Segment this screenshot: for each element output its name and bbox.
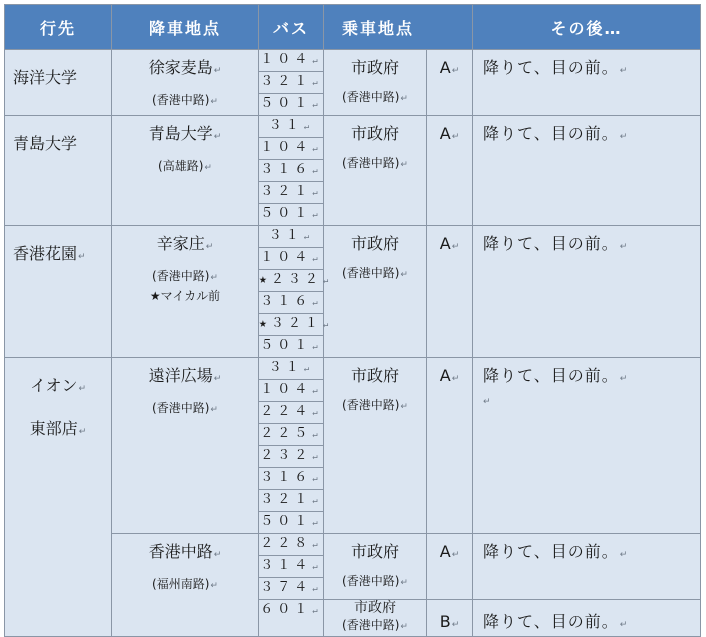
board-stop-cell: 市政府 (香港中路)↵ [324,358,427,534]
bus-number: ３１６↵ [259,292,324,314]
table-row [5,358,701,380]
gate-cell: B↵ [427,600,473,637]
bus-number: ３７４↵ [259,578,324,600]
bus-number: ２２８↵ [259,534,324,556]
after-cell: 降りて、目の前。↵ [473,116,701,226]
bus-number: ３２１↵ [259,182,324,204]
bus-number: ３１４↵ [259,556,324,578]
table-row [5,50,701,72]
header-board-stop: 乗車地点 [324,5,473,50]
gate-cell: A↵ [427,534,473,600]
alight-stop-cell: 辛家庄↵ (香港中路)↵ ★マイカル前 [112,226,259,358]
header-destination: 行先 [5,5,112,50]
gate-cell: A↵ [427,358,473,534]
after-cell: 降りて、目の前。↵ [473,534,701,600]
bus-number: ５０１↵ [259,336,324,358]
bus-number: ２２４↵ [259,402,324,424]
table-row [5,226,701,248]
bus-number: ３２１↵ [259,490,324,512]
gate-cell: A↵ [427,116,473,226]
alight-stop-cell: 青島大学↵ (高雄路)↵ [112,116,259,226]
bus-number: ２２５↵ [259,424,324,446]
board-stop-cell: 市政府 (香港中路)↵ [324,600,427,637]
bus-number: １０４↵ [259,380,324,402]
bus-number: ★２３２↵ [259,270,324,292]
alight-stop-sub: (香港中路)↵ [152,93,218,107]
bus-number: ５０１↵ [259,204,324,226]
bus-number: １０４↵ [259,50,324,72]
bus-number: ３１↵ [259,358,324,380]
board-stop-cell: 市政府 (香港中路)↵ [324,226,427,358]
gate-cell: A↵ [427,226,473,358]
board-stop-cell: 市政府 (香港中路)↵ [324,50,427,116]
after-cell: 降りて、目の前。↵ ↵ [473,358,701,534]
bus-number: ３１↵ [259,226,324,248]
header-after: その後… [473,5,701,50]
alight-stop-name: 徐家麦島↵ [148,58,222,77]
after-cell: 降りて、目の前。↵ [473,226,701,358]
bus-number: ６０１↵ [259,600,324,637]
alight-stop-cell [112,50,259,116]
alight-stop-cell: 香港中路↵ (福州南路)↵ [112,534,259,637]
destination-cell: 香港花園↵ [5,226,112,358]
bus-number: ５０１↵ [259,94,324,116]
alight-stop-cell: 遠洋広場↵ (香港中路)↵ [112,358,259,534]
bus-number: ３１６↵ [259,468,324,490]
bus-route-table [4,4,701,637]
board-stop-cell: 市政府 (香港中路)↵ [324,116,427,226]
destination-cell: イオン↵ 東部店↵ [5,358,112,637]
after-cell: 降りて、目の前。↵ [473,50,701,116]
bus-number: ３１６↵ [259,160,324,182]
header-alight-stop: 降車地点 [112,5,259,50]
bus-number: ３１↵ [259,116,324,138]
header-row [5,5,701,50]
bus-number: １０４↵ [259,138,324,160]
destination-cell: 海洋大学 [5,50,112,116]
destination-cell: 青島大学 [5,116,112,226]
bus-number: １０４↵ [259,248,324,270]
bus-number: ５０１↵ [259,512,324,534]
bus-route-sheet [4,4,700,633]
header-bus: バス [259,5,324,50]
after-cell: 降りて、目の前。↵ [473,600,701,637]
board-stop-cell: 市政府 (香港中路)↵ [324,534,427,600]
bus-number: ２３２↵ [259,446,324,468]
bus-number: ３２１↵ [259,72,324,94]
gate-cell: A↵ [427,50,473,116]
table-row [5,116,701,138]
bus-number: ★３２１↵ [259,314,324,336]
